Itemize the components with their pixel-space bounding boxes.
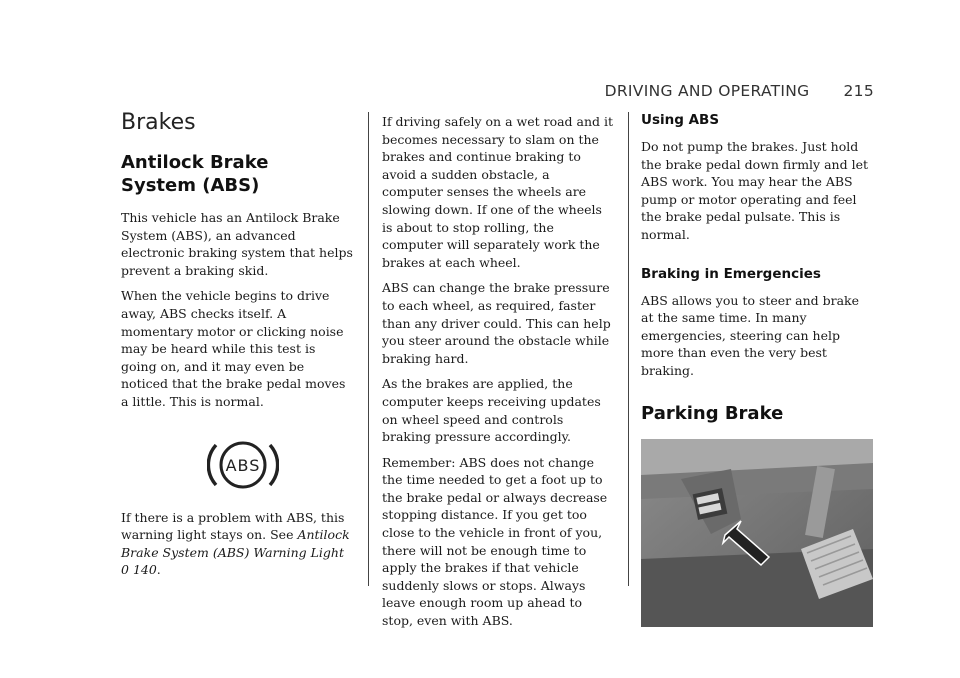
page-number: 215 — [843, 82, 874, 100]
subtitle-line-2: System (ABS) — [121, 175, 260, 196]
abs-warning-icon — [207, 435, 279, 495]
column-3 — [641, 112, 873, 627]
paragraph: This vehicle has an Antilock Brake System (ABS), an advanced electronic braking system that helps prevent a braking skid. — [121, 210, 353, 278]
paragraph: Do not pump the brakes. Just hold the brake pedal down firmly and let ABS work. You may hear the ABS pump or motor operating and feel the brake pedal pulsate. This is normal. — [641, 139, 868, 242]
column-divider — [628, 112, 629, 586]
heading-using-abs: Using ABS — [641, 112, 720, 128]
page-ref-symbol: 0 — [121, 562, 129, 578]
page-ref-number[interactable]: 140 — [132, 562, 157, 578]
paragraph — [121, 509, 353, 579]
subsection-title — [121, 151, 353, 197]
subtitle-line-1: Antilock Brake — [121, 152, 269, 173]
heading-braking-emergencies: Braking in Emergencies — [641, 265, 821, 282]
column-2 — [382, 113, 614, 638]
paragraph: ABS allows you to steer and brake at the same time. In many emergencies, steering can help more than even the very best braking. — [641, 292, 860, 378]
parking-brake-photo — [641, 439, 873, 627]
running-header — [605, 82, 874, 100]
heading-parking-brake: Parking Brake — [641, 402, 784, 424]
paragraph: ABS can change the brake pressure to each wheel, as required, faster than any driver could. This can help you steer around the obstacle while braking hard. — [382, 280, 611, 366]
header-section: DRIVING AND OPERATING — [604, 82, 810, 100]
column-1 — [121, 110, 353, 587]
paragraph: If driving safely on a wet road and it becomes necessary to slam on the brakes and continue braking to avoid a sudden obstacle, a computer senses the wheels are slowing down. If one of the wheels is about to stop rolling, the computer will separately work the brakes at each wheel. — [382, 114, 614, 270]
section-title: Brakes — [121, 110, 196, 135]
paragraph: As the brakes are applied, the computer keeps receiving updates on wheel speed and controls braking pressure accordingly. — [382, 376, 601, 445]
paragraph-text: If there is a problem with ABS, this warning light stays on. See — [121, 509, 345, 543]
paragraph: When the vehicle begins to drive away, ABS checks itself. A momentary motor or clicking noise may be heard while this test is going on, and it may even be noticed that the brake pedal moves a little. This is normal. — [121, 288, 346, 409]
paragraph: Remember: ABS does not change the time needed to get a foot up to the brake pedal or always decrease stopping distance. If you get too close to the vehicle in front of you, there will not be enough time to apply the brakes if that vehicle suddenly slows or stops. Always leave enough room up ahead to stop, even with ABS. — [382, 454, 608, 629]
abs-icon-text: ABS — [225, 455, 261, 475]
period: . — [156, 562, 161, 578]
cross-reference-link[interactable]: Antilock Brake System (ABS) Warning Light — [121, 527, 350, 560]
column-divider — [368, 112, 369, 586]
